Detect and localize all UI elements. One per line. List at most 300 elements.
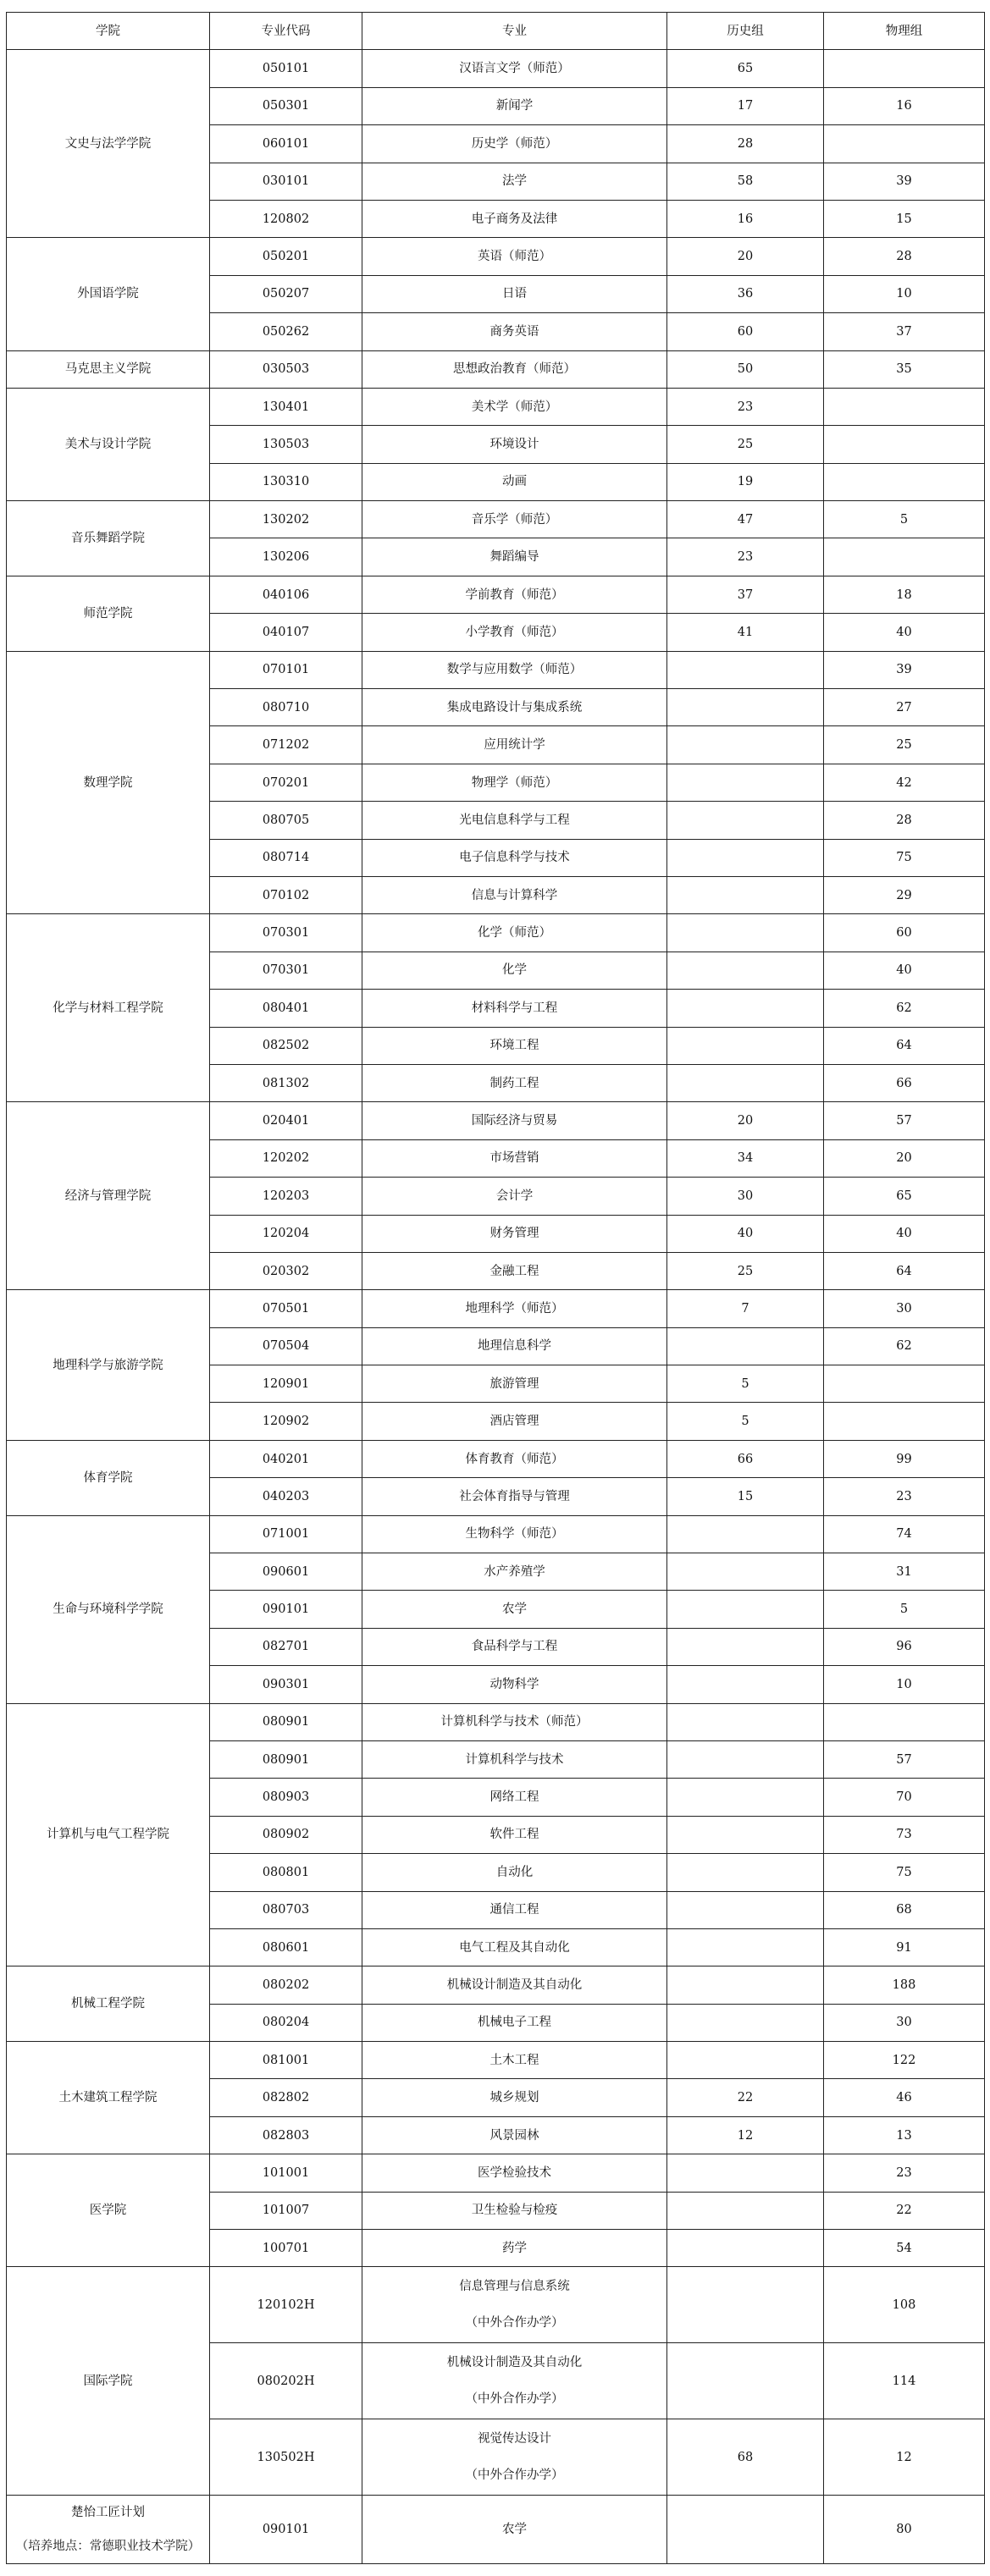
- major-code-cell: 040106: [210, 576, 362, 613]
- major-code-cell: 130503: [210, 426, 362, 463]
- major-name-cell: [362, 2154, 667, 2192]
- physics-group-cell: 10: [824, 1666, 985, 1703]
- history-group-cell: [667, 1515, 824, 1553]
- major-name-cell: [362, 1928, 667, 1966]
- major-name-line: 地理科学（师范）: [465, 1301, 564, 1316]
- history-group-cell: 41: [667, 614, 824, 651]
- major-name-line: （中外合作办学）: [465, 2391, 564, 2406]
- physics-group-cell: 75: [824, 839, 985, 876]
- major-code-cell: 080903: [210, 1779, 362, 1816]
- physics-group-cell: 18: [824, 576, 985, 613]
- table-row: [7, 1966, 985, 2004]
- major-code-cell: 070301: [210, 952, 362, 989]
- major-name-cell: [362, 1178, 667, 1215]
- college-cell: [7, 238, 210, 350]
- major-name-cell: [362, 1553, 667, 1591]
- header-history-group: 历史组: [667, 13, 824, 50]
- major-name-line: 金融工程: [489, 1264, 539, 1278]
- major-name-line: 体育教育（师范）: [465, 1452, 564, 1466]
- major-name-cell: [362, 914, 667, 952]
- physics-group-cell: 25: [824, 726, 985, 764]
- major-name-line: 农学: [502, 2523, 527, 2537]
- major-name-cell: [362, 1403, 667, 1440]
- major-name-line: 机械电子工程: [478, 2016, 551, 2030]
- physics-group-cell: 28: [824, 238, 985, 275]
- college-cell: [7, 2496, 210, 2564]
- major-name-cell: [362, 1365, 667, 1403]
- physics-group-cell: [824, 1403, 985, 1440]
- history-group-cell: [667, 876, 824, 913]
- major-name-line: 新闻学: [495, 99, 534, 113]
- major-name-line: 法学: [502, 174, 527, 189]
- table-row: [7, 1102, 985, 1139]
- major-name-cell: [362, 2230, 667, 2267]
- history-group-cell: [667, 1779, 824, 1816]
- major-name-line: 国际经济与贸易: [471, 1114, 558, 1128]
- college-cell: [7, 576, 210, 651]
- physics-group-cell: 96: [824, 1628, 985, 1665]
- major-name-line: 舞蹈编导: [489, 550, 539, 565]
- major-name-cell: [362, 1779, 667, 1816]
- major-name-cell: [362, 1440, 667, 1477]
- history-group-cell: [667, 2343, 824, 2419]
- major-code-cell: 070501: [210, 1290, 362, 1327]
- major-name-cell: [362, 764, 667, 801]
- major-code-cell: 090601: [210, 1553, 362, 1591]
- major-name-line: 医学检验技术: [478, 2165, 551, 2180]
- college-cell: [7, 2154, 210, 2267]
- major-name-line: 思想政治教育（师范）: [453, 362, 576, 377]
- major-name-cell: [362, 1064, 667, 1101]
- physics-group-cell: 15: [824, 200, 985, 237]
- history-group-cell: [667, 839, 824, 876]
- major-code-cell: 050262: [210, 313, 362, 350]
- history-group-cell: [667, 2154, 824, 2192]
- major-name-line: 汉语言文学（师范）: [459, 62, 570, 76]
- history-group-cell: [667, 1740, 824, 1778]
- major-name-cell: [362, 2343, 667, 2419]
- major-name-line: 信息管理与信息系统: [459, 2279, 570, 2293]
- physics-group-cell: 10: [824, 275, 985, 312]
- history-group-cell: [667, 1666, 824, 1703]
- major-name-cell: [362, 87, 667, 124]
- history-group-cell: 16: [667, 200, 824, 237]
- college-name: 生命与环境科学学院: [53, 1602, 163, 1617]
- history-group-cell: 5: [667, 1403, 824, 1440]
- major-name-line: 会计学: [495, 1189, 534, 1203]
- major-name-cell: [362, 350, 667, 388]
- physics-group-cell: 64: [824, 1027, 985, 1064]
- major-code-cell: 120902: [210, 1403, 362, 1440]
- table-row: [7, 2267, 985, 2343]
- major-name-cell: [362, 952, 667, 989]
- major-code-cell: 080714: [210, 839, 362, 876]
- physics-group-cell: 30: [824, 1290, 985, 1327]
- college-name: 医学院: [89, 2204, 127, 2218]
- college-name: 外国语学院: [77, 287, 139, 301]
- history-group-cell: 5: [667, 1365, 824, 1403]
- table-row: [7, 1703, 985, 1740]
- major-name-line: 网络工程: [489, 1790, 539, 1805]
- major-name-line: 英语（师范）: [478, 250, 551, 264]
- header-college: 学院: [7, 13, 210, 50]
- major-name-line: 化学（师范）: [478, 926, 551, 940]
- major-name-line: 旅游管理: [489, 1376, 539, 1391]
- major-name-cell: [362, 1628, 667, 1665]
- physics-group-cell: 64: [824, 1252, 985, 1289]
- major-name-cell: [362, 1515, 667, 1553]
- major-name-line: 风景园林: [489, 2128, 539, 2143]
- major-code-cell: 060101: [210, 125, 362, 163]
- major-name-cell: [362, 2116, 667, 2154]
- college-name: 马克思主义学院: [64, 362, 152, 377]
- college-name: 国际学院: [83, 2374, 133, 2388]
- major-name-cell: [362, 50, 667, 87]
- table-row: [7, 2042, 985, 2079]
- history-group-cell: [667, 952, 824, 989]
- major-name-line: 土木工程: [489, 2053, 539, 2067]
- major-name-cell: [362, 1327, 667, 1365]
- college-name: 机械工程学院: [71, 1997, 145, 2011]
- college-name: 地理科学与旅游学院: [53, 1358, 163, 1372]
- major-code-cell: 090301: [210, 1666, 362, 1703]
- physics-group-cell: 28: [824, 802, 985, 839]
- history-group-cell: 17: [667, 87, 824, 124]
- major-name-line: 地理信息科学: [478, 1339, 551, 1354]
- physics-group-cell: 122: [824, 2042, 985, 2079]
- major-name-cell: [362, 163, 667, 200]
- major-code-cell: 120802: [210, 200, 362, 237]
- physics-group-cell: 23: [824, 2154, 985, 2192]
- major-name-cell: [362, 2496, 667, 2564]
- history-group-cell: [667, 1928, 824, 1966]
- history-group-cell: [667, 1628, 824, 1665]
- major-code-cell: 120204: [210, 1215, 362, 1252]
- major-code-cell: 082802: [210, 2079, 362, 2116]
- major-name-cell: [362, 1740, 667, 1778]
- table-row: [7, 50, 985, 87]
- major-name-line: 自动化: [495, 1865, 534, 1879]
- major-code-cell: 070102: [210, 876, 362, 913]
- major-code-cell: 070201: [210, 764, 362, 801]
- physics-group-cell: 70: [824, 1779, 985, 1816]
- major-name-cell: [362, 1027, 667, 1064]
- major-code-cell: 080902: [210, 1816, 362, 1853]
- major-code-cell: 130310: [210, 463, 362, 500]
- major-name-cell: [362, 990, 667, 1027]
- college-cell: [7, 2267, 210, 2496]
- major-code-cell: 120102H: [210, 2267, 362, 2343]
- major-code-cell: 080901: [210, 1740, 362, 1778]
- college-cell: [7, 914, 210, 1102]
- physics-group-cell: 62: [824, 990, 985, 1027]
- major-name-line: 机械设计制造及其自动化: [446, 1978, 583, 1992]
- major-code-cell: 030101: [210, 163, 362, 200]
- major-name-line: 商务英语: [489, 324, 539, 339]
- history-group-cell: 20: [667, 1102, 824, 1139]
- major-name-line: 日语: [502, 287, 527, 301]
- physics-group-cell: 62: [824, 1327, 985, 1365]
- major-code-cell: 080204: [210, 2004, 362, 2041]
- physics-group-cell: 13: [824, 2116, 985, 2154]
- history-group-cell: [667, 1703, 824, 1740]
- physics-group-cell: 22: [824, 2192, 985, 2229]
- major-name-cell: [362, 463, 667, 500]
- major-name-line: 电子商务及法律: [471, 212, 558, 226]
- history-group-cell: 40: [667, 1215, 824, 1252]
- history-group-cell: [667, 1027, 824, 1064]
- major-name-line: 材料科学与工程: [471, 1001, 558, 1015]
- physics-group-cell: 42: [824, 764, 985, 801]
- major-code-cell: 080401: [210, 990, 362, 1027]
- major-code-cell: 020401: [210, 1102, 362, 1139]
- major-code-cell: 080202: [210, 1966, 362, 2004]
- physics-group-cell: 46: [824, 2079, 985, 2116]
- major-name-line: 动物科学: [489, 1677, 539, 1691]
- physics-group-cell: [824, 426, 985, 463]
- history-group-cell: 60: [667, 313, 824, 350]
- history-group-cell: [667, 1327, 824, 1365]
- physics-group-cell: 99: [824, 1440, 985, 1477]
- physics-group-cell: 37: [824, 313, 985, 350]
- major-name-line: 社会体育指导与管理: [459, 1489, 570, 1503]
- physics-group-cell: 66: [824, 1064, 985, 1101]
- major-code-cell: 080202H: [210, 2343, 362, 2419]
- physics-group-cell: 5: [824, 1591, 985, 1628]
- history-group-cell: [667, 1891, 824, 1928]
- table-row: [7, 2496, 985, 2564]
- history-group-cell: 28: [667, 125, 824, 163]
- college-name: 音乐舞蹈学院: [71, 531, 145, 545]
- major-name-cell: [362, 1102, 667, 1139]
- physics-group-cell: 60: [824, 914, 985, 952]
- table-header-row: [7, 13, 985, 50]
- physics-group-cell: [824, 1365, 985, 1403]
- major-name-cell: [362, 238, 667, 275]
- major-name-line: 化学: [502, 963, 527, 978]
- major-name-cell: [362, 1290, 667, 1327]
- history-group-cell: [667, 2042, 824, 2079]
- college-name: 师范学院: [83, 606, 133, 621]
- major-name-cell: [362, 538, 667, 576]
- major-name-cell: [362, 1666, 667, 1703]
- college-name: （培养地点：常德职业技术学院）: [15, 2540, 201, 2554]
- major-code-cell: 101007: [210, 2192, 362, 2229]
- history-group-cell: [667, 1816, 824, 1853]
- major-name-line: 市场营销: [489, 1151, 539, 1166]
- major-name-cell: [362, 802, 667, 839]
- major-code-cell: 080705: [210, 802, 362, 839]
- physics-group-cell: 91: [824, 1928, 985, 1966]
- physics-group-cell: 57: [824, 1102, 985, 1139]
- table-row: [7, 388, 985, 425]
- major-name-cell: [362, 426, 667, 463]
- table-row: [7, 651, 985, 688]
- college-name: 楚怡工匠计划: [71, 2506, 145, 2520]
- major-name-cell: [362, 2004, 667, 2041]
- major-name-line: 财务管理: [489, 1227, 539, 1241]
- major-name-line: 视觉传达设计: [478, 2431, 551, 2446]
- major-name-line: （中外合作办学）: [465, 2468, 564, 2482]
- major-code-cell: 082502: [210, 1027, 362, 1064]
- college-cell: [7, 350, 210, 388]
- physics-group-cell: 74: [824, 1515, 985, 1553]
- major-name-cell: [362, 651, 667, 688]
- physics-group-cell: 29: [824, 876, 985, 913]
- physics-group-cell: 57: [824, 1740, 985, 1778]
- major-name-cell: [362, 614, 667, 651]
- history-group-cell: 50: [667, 350, 824, 388]
- major-code-cell: 082803: [210, 2116, 362, 2154]
- table-row: [7, 1290, 985, 1327]
- major-name-line: 物理学（师范）: [471, 775, 558, 790]
- physics-group-cell: 40: [824, 952, 985, 989]
- history-group-cell: 25: [667, 1252, 824, 1289]
- physics-group-cell: 39: [824, 163, 985, 200]
- major-code-cell: 050301: [210, 87, 362, 124]
- major-name-line: 软件工程: [489, 1828, 539, 1842]
- physics-group-cell: 54: [824, 2230, 985, 2267]
- table-row: [7, 2154, 985, 2192]
- college-cell: [7, 501, 210, 576]
- table-row: [7, 350, 985, 388]
- physics-group-cell: 65: [824, 1178, 985, 1215]
- physics-group-cell: 16: [824, 87, 985, 124]
- physics-group-cell: 30: [824, 2004, 985, 2041]
- major-code-cell: 020302: [210, 1252, 362, 1289]
- history-group-cell: 36: [667, 275, 824, 312]
- major-name-cell: [362, 1215, 667, 1252]
- major-name-cell: [362, 275, 667, 312]
- table-row: [7, 238, 985, 275]
- college-cell: [7, 50, 210, 238]
- history-group-cell: 23: [667, 388, 824, 425]
- major-name-line: 环境工程: [489, 1039, 539, 1053]
- history-group-cell: [667, 1966, 824, 2004]
- major-code-cell: 080703: [210, 1891, 362, 1928]
- major-code-cell: 071001: [210, 1515, 362, 1553]
- history-group-cell: [667, 990, 824, 1027]
- major-code-cell: 071202: [210, 726, 362, 764]
- history-group-cell: [667, 2267, 824, 2343]
- major-name-cell: [362, 501, 667, 538]
- major-code-cell: 082701: [210, 1628, 362, 1665]
- admission-plan-table: [6, 12, 985, 2564]
- major-name-line: 农学: [502, 1602, 527, 1617]
- major-name-line: （中外合作办学）: [465, 2315, 564, 2330]
- admission-table-container: [6, 12, 984, 2564]
- major-name-cell: [362, 1478, 667, 1515]
- physics-group-cell: 20: [824, 1139, 985, 1177]
- history-group-cell: 65: [667, 50, 824, 87]
- college-name: 文史与法学学院: [64, 136, 152, 151]
- physics-group-cell: [824, 388, 985, 425]
- major-name-line: 信息与计算科学: [471, 888, 558, 902]
- major-name-cell: [362, 200, 667, 237]
- history-group-cell: [667, 689, 824, 726]
- history-group-cell: [667, 2192, 824, 2229]
- major-name-cell: [362, 2267, 667, 2343]
- major-code-cell: 101001: [210, 2154, 362, 2192]
- major-code-cell: 120203: [210, 1178, 362, 1215]
- history-group-cell: [667, 2496, 824, 2564]
- physics-group-cell: [824, 463, 985, 500]
- history-group-cell: 68: [667, 2419, 824, 2496]
- major-code-cell: 120901: [210, 1365, 362, 1403]
- major-name-line: 通信工程: [489, 1903, 539, 1917]
- history-group-cell: [667, 914, 824, 952]
- physics-group-cell: 188: [824, 1966, 985, 2004]
- major-name-cell: [362, 125, 667, 163]
- college-cell: [7, 1703, 210, 1966]
- major-name-line: 历史学（师范）: [471, 136, 558, 151]
- college-cell: [7, 1966, 210, 2042]
- major-name-line: 美术学（师范）: [471, 400, 558, 414]
- history-group-cell: 37: [667, 576, 824, 613]
- major-code-cell: 080801: [210, 1854, 362, 1891]
- major-code-cell: 080710: [210, 689, 362, 726]
- major-name-cell: [362, 2042, 667, 2079]
- major-code-cell: 070504: [210, 1327, 362, 1365]
- physics-group-cell: 40: [824, 614, 985, 651]
- major-name-line: 数学与应用数学（师范）: [446, 663, 583, 677]
- major-name-cell: [362, 1252, 667, 1289]
- major-name-line: 应用统计学: [484, 738, 545, 753]
- history-group-cell: 58: [667, 163, 824, 200]
- major-name-line: 药学: [502, 2241, 527, 2255]
- major-name-line: 电气工程及其自动化: [459, 1940, 570, 1955]
- college-name: 土木建筑工程学院: [58, 2091, 158, 2105]
- college-cell: [7, 651, 210, 914]
- major-name-line: 计算机科学与技术（师范）: [440, 1715, 589, 1729]
- table-row: [7, 914, 985, 952]
- major-code-cell: 130502H: [210, 2419, 362, 2496]
- college-cell: [7, 388, 210, 500]
- physics-group-cell: 73: [824, 1816, 985, 1853]
- major-code-cell: 050207: [210, 275, 362, 312]
- major-name-cell: [362, 2192, 667, 2229]
- major-code-cell: 030503: [210, 350, 362, 388]
- history-group-cell: 25: [667, 426, 824, 463]
- header-major-code: 专业代码: [210, 13, 362, 50]
- major-name-cell: [362, 839, 667, 876]
- major-name-line: 制药工程: [489, 1076, 539, 1090]
- major-name-line: 水产养殖学: [484, 1564, 545, 1579]
- table-row: [7, 1440, 985, 1477]
- college-cell: [7, 1440, 210, 1515]
- physics-group-cell: 35: [824, 350, 985, 388]
- physics-group-cell: 108: [824, 2267, 985, 2343]
- major-name-line: 集成电路设计与集成系统: [446, 700, 583, 714]
- major-code-cell: 040107: [210, 614, 362, 651]
- major-name-cell: [362, 876, 667, 913]
- major-name-line: 酒店管理: [489, 1415, 539, 1429]
- physics-group-cell: [824, 50, 985, 87]
- major-code-cell: 070101: [210, 651, 362, 688]
- college-name: 美术与设计学院: [64, 437, 152, 451]
- major-code-cell: 040203: [210, 1478, 362, 1515]
- history-group-cell: [667, 1064, 824, 1101]
- major-name-line: 计算机科学与技术: [465, 1752, 564, 1767]
- major-name-cell: [362, 2079, 667, 2116]
- major-name-line: 城乡规划: [489, 2091, 539, 2105]
- physics-group-cell: 12: [824, 2419, 985, 2496]
- major-name-line: 电子信息科学与技术: [459, 851, 570, 865]
- major-code-cell: 050101: [210, 50, 362, 87]
- major-code-cell: 050201: [210, 238, 362, 275]
- history-group-cell: [667, 1854, 824, 1891]
- history-group-cell: [667, 726, 824, 764]
